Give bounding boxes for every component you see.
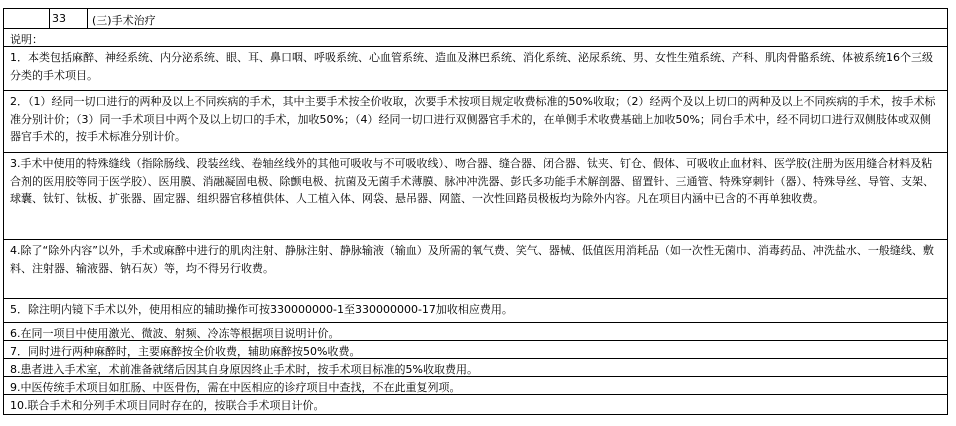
note-item-9: 9.中医传统手术项目如肛肠、中医骨伤，需在中医相应的诊疗项目中查找，不在此重复列项。 xyxy=(3,377,948,395)
note-item-3: 3.手术中使用的特殊缝线（指除肠线、段装丝线、卷轴丝线外的其他可吸收与不可吸收线）、吻合器、缝合器、闭合器、钛夹、钉仓、假体、可吸收止血材料、医学胶(注册为医用缝合材料及粘合剂的医用胶等同于医学胶）、医用膜、消融凝固电极、除颤电极、抗菌及无菌手术薄膜、脉冲冲洗器、彭氏多功能手术解剖器、留置针、三通管、特殊穿刺针（器）、特殊导丝、导管、支架、球囊、钛钉、钛板、扩张器、固定器、组织器官移植供体、人工植入体、网袋、悬吊器、网篮、一次性回路员极板均为除外内容。凡在项目内涵中已含的不再单独收费。 xyxy=(3,153,948,240)
blank-cell xyxy=(3,8,50,29)
note-item-8: 8.患者进入手术室，术前准备就绪后因其自身原因终止手术时，按手术项目标准的5%收取费用。 xyxy=(3,359,948,377)
note-item-7: 7．同时进行两种麻醉时，主要麻醉按全价收费，辅助麻醉按50%收费。 xyxy=(3,341,948,359)
notes-heading: 说明： xyxy=(3,29,948,47)
note-item-5: 5．除注明内镜下手术以外，使用相应的辅助操作可按330000000-1至330000000-17加收相应费用。 xyxy=(3,299,948,323)
note-item-6: 6.在同一项目中使用激光、微波、射频、冷冻等根据项目说明计价。 xyxy=(3,323,948,341)
item-title-cell: (三)手术治疗 xyxy=(87,8,948,29)
note-item-4: 4.除了“除外内容”以外，手术或麻醉中进行的肌肉注射、静脉注射、静脉输液（输血）及所需的氧气费、笑气、器械、低值医用消耗品（如一次性无菌巾、消毒药品、冲洗盐水、一般缝线、敷料、注射器、输液器、钠石灰）等，均不得另行收费。 xyxy=(3,240,948,299)
item-number-cell: 33 xyxy=(49,8,88,29)
note-item-1: 1．本类包括麻醉、神经系统、内分泌系统、眼、耳、鼻口咽、呼吸系统、心血管系统、造血及淋巴系统、消化系统、泌尿系统、男、女性生殖系统、产科、肌肉骨骼系统、体被系统16个三级分类的手术项目。 xyxy=(3,47,948,91)
note-item-2: 2．（1）经同一切口进行的两种及以上不同疾病的手术，其中主要手术按全价收取，次要手术按项目规定收费标准的50%收取；（2）经两个及以上切口的两种及以上不同疾病的手术，按手术标准分别计价；（3）同一手术项目中两个及以上切口的手术，加收50%；（4）经同一切口进行双侧器官手术的，在单侧手术收费基础上加收50%；同台手术中，经不同切口进行双侧肢体或双侧器官手术的，按手术标准分别计价。 xyxy=(3,91,948,153)
note-item-10: 10.联合手术和分列手术项目同时存在的，按联合手术项目计价。 xyxy=(3,395,948,415)
